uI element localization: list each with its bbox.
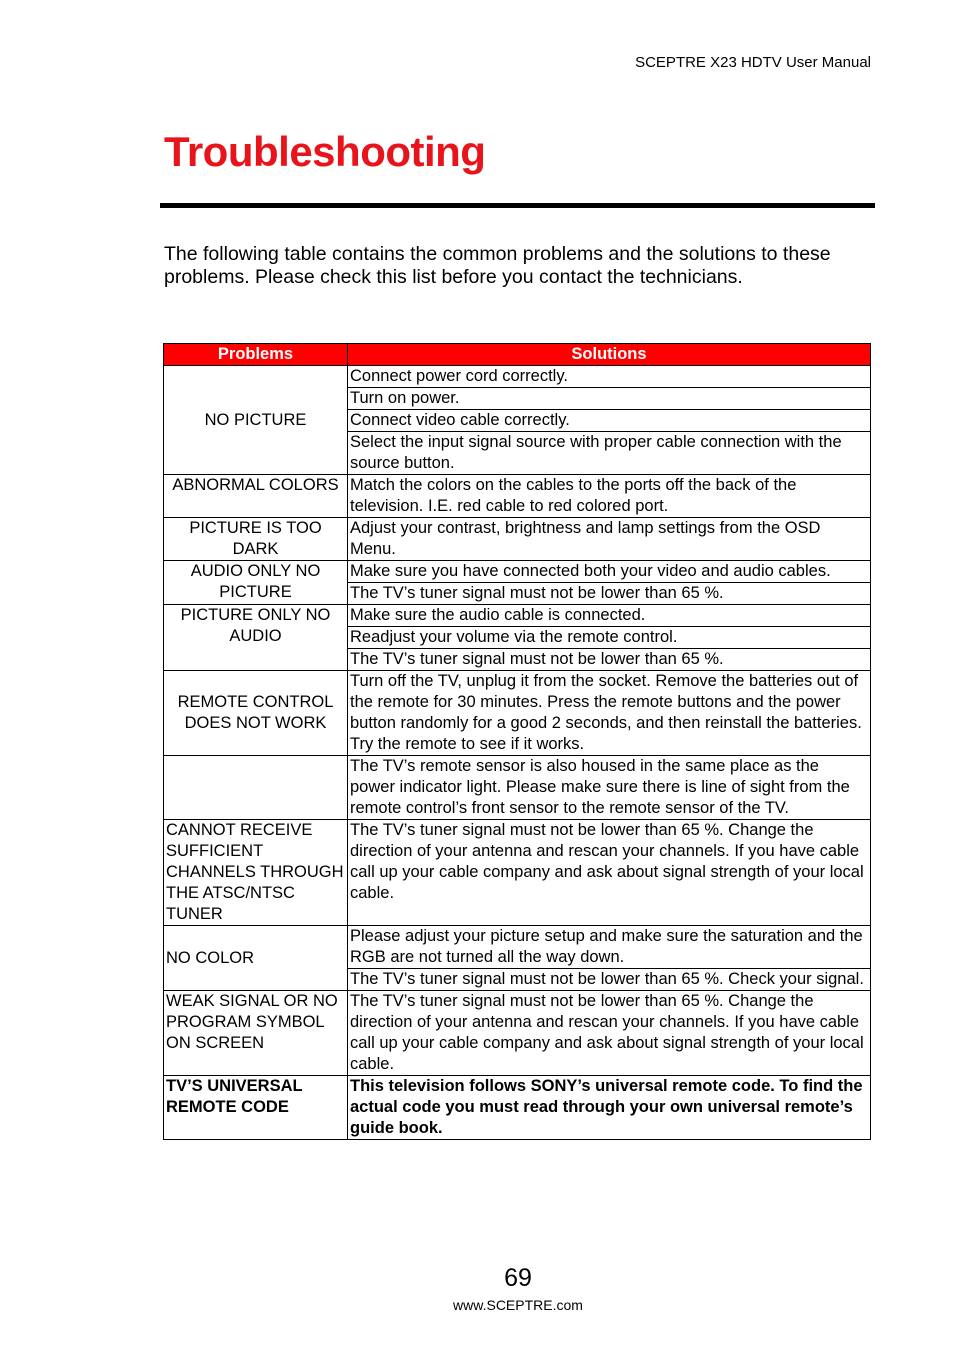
solution-cell: The TV’s tuner signal must not be lower than 65 %. Check your signal.	[348, 969, 871, 991]
manual-header: SCEPTRE X23 HDTV User Manual	[635, 54, 871, 71]
solutions-header: Solutions	[348, 344, 871, 366]
problem-cell: AUDIO ONLY NO PICTURE	[164, 561, 348, 605]
solution-cell: Connect power cord correctly.	[348, 366, 871, 388]
title-divider	[160, 203, 875, 208]
solution-cell: The TV’s tuner signal must not be lower than 65 %. Change the direction of your antenna and rescan your channels. If you have cable call up your cable company and ask about signal strength of your local cable.	[348, 820, 871, 926]
table-row	[164, 605, 871, 627]
solution-cell: Make sure the audio cable is connected.	[348, 605, 871, 627]
solution-cell: Please adjust your picture setup and make sure the saturation and the RGB are not turned all the way down.	[348, 926, 871, 969]
table-row	[164, 991, 871, 1076]
table-row	[164, 366, 871, 388]
problem-cell: ABNORMAL COLORS	[164, 475, 348, 518]
problem-cell: NO PICTURE	[164, 366, 348, 475]
problem-cell-continued	[164, 756, 348, 820]
troubleshooting-table	[163, 343, 871, 1140]
table-row	[164, 1076, 871, 1140]
table-row	[164, 561, 871, 583]
page-number: 69	[504, 1264, 532, 1292]
table-header-row	[164, 344, 871, 366]
problem-cell: WEAK SIGNAL OR NO PROGRAM SYMBOL ON SCREEN	[164, 991, 348, 1076]
solution-cell: The TV’s remote sensor is also housed in the same place as the power indicator light. Please make sure there is line of sight from the remote control’s front sensor to the remote sensor of the TV.	[348, 756, 871, 820]
table-row	[164, 820, 871, 926]
solution-cell: Connect video cable correctly.	[348, 410, 871, 432]
solution-cell: The TV’s tuner signal must not be lower than 65 %.	[348, 583, 871, 605]
table-row	[164, 756, 871, 820]
solution-cell: Turn on power.	[348, 388, 871, 410]
solution-cell: Match the colors on the cables to the ports off the back of the television. I.E. red cable to red colored port.	[348, 475, 871, 518]
problem-cell: NO COLOR	[164, 926, 348, 991]
solution-cell: Make sure you have connected both your video and audio cables.	[348, 561, 871, 583]
problems-header: Problems	[164, 344, 348, 366]
table-row	[164, 475, 871, 518]
table-row	[164, 671, 871, 756]
solution-cell: This television follows SONY’s universal remote code. To find the actual code you must read through your own universal remote’s guide book.	[348, 1076, 871, 1140]
solution-cell: Turn off the TV, unplug it from the socket. Remove the batteries out of the remote for 30 minutes. Press the remote buttons and the power button randomly for a good 2 seconds, and then reinstall the batteries. Try the remote to see if it works.	[348, 671, 871, 756]
solution-cell: Readjust your volume via the remote control.	[348, 627, 871, 649]
problem-cell: PICTURE ONLY NO AUDIO	[164, 605, 348, 671]
solution-cell: The TV’s tuner signal must not be lower than 65 %. Change the direction of your antenna and rescan your channels. If you have cable call up your cable company and ask about signal strength of your local cable.	[348, 991, 871, 1076]
problem-cell: CANNOT RECEIVE SUFFICIENT CHANNELS THROUGH THE ATSC/NTSC TUNER	[164, 820, 348, 926]
footer-url: www.SCEPTRE.com	[453, 1297, 583, 1313]
problem-cell: TV’S UNIVERSAL REMOTE CODE	[164, 1076, 348, 1140]
page-title: Troubleshooting	[164, 128, 486, 175]
solution-cell: Adjust your contrast, brightness and lamp settings from the OSD Menu.	[348, 518, 871, 561]
table-row	[164, 926, 871, 969]
solution-cell: The TV’s tuner signal must not be lower than 65 %.	[348, 649, 871, 671]
table-row	[164, 518, 871, 561]
intro-paragraph: The following table contains the common problems and the solutions to these problems. Please check this list before you contact the technicians.	[164, 243, 831, 288]
problem-cell: REMOTE CONTROL DOES NOT WORK	[164, 671, 348, 756]
solution-cell: Select the input signal source with proper cable connection with the source button.	[348, 432, 871, 475]
problem-cell: PICTURE IS TOO DARK	[164, 518, 348, 561]
